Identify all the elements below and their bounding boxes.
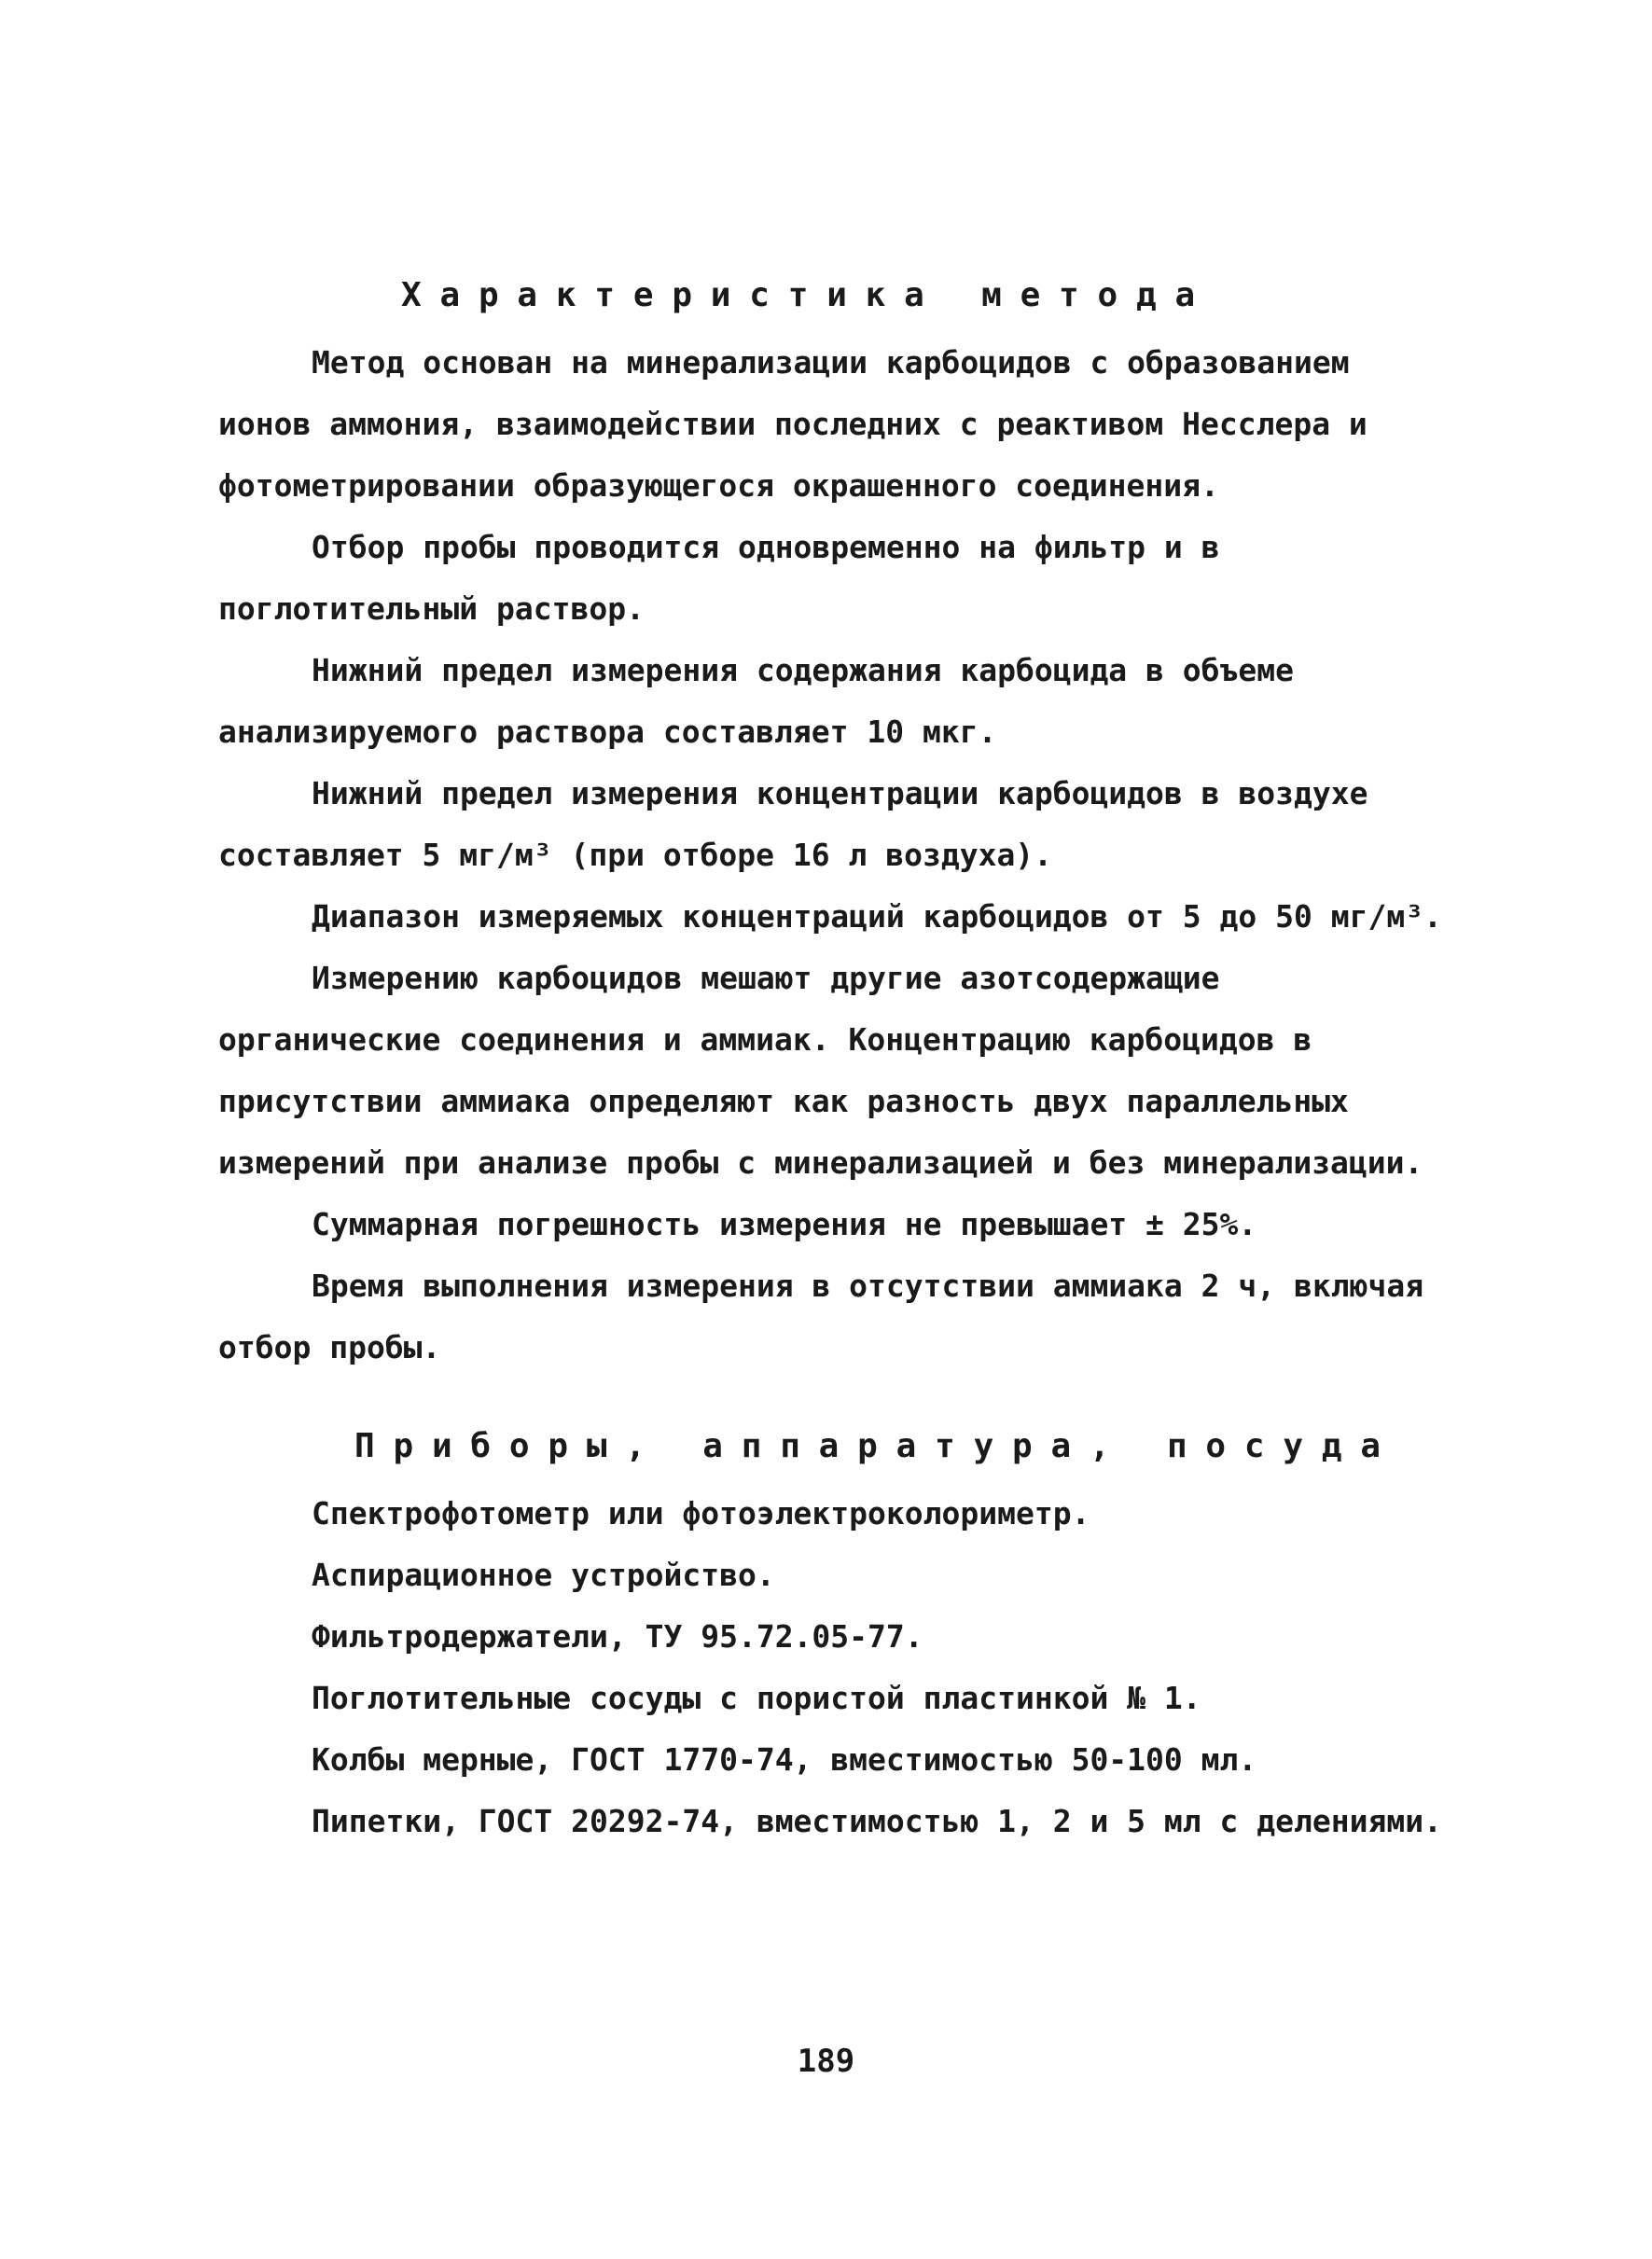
section-heading-method: Характеристика метода xyxy=(401,276,1214,314)
list-item: Колбы мерные, ГОСТ 1770-74, вместимостью 50-100 мл. xyxy=(312,1741,1257,1778)
list-item: Аспирационное устройство. xyxy=(312,1557,775,1593)
paragraph: Нижний предел измерения содержания карбоцида в объеме анализируемого раствора составляет 10 мкг. xyxy=(218,652,1294,750)
paragraph: Суммарная погрешность измерения не превышает ± 25%. xyxy=(312,1206,1257,1242)
list-item: Фильтродержатели, ТУ 95.72.05-77. xyxy=(312,1618,923,1655)
page-number: 189 xyxy=(797,2043,855,2080)
paragraph: Измерению карбоцидов мешают другие азотсодержащие органические соединения и аммиак. Концентрацию карбоцидов в присутствии аммиака определяют как разность двух параллельных измерений при анализе пробы с минерализацией и без минерализации. xyxy=(218,960,1423,1181)
section-heading-equipment: Приборы, аппаратура, посуда xyxy=(354,1427,1399,1465)
list-item: Поглотительные сосуды с пористой пластинкой № 1. xyxy=(312,1680,1201,1716)
paragraph: Отбор пробы проводится одновременно на фильтр и в поглотительный раствор. xyxy=(218,529,1220,627)
paragraph: Метод основан на минерализации карбоцидов с образованием ионов аммония, взаимодействии последних с реактивом Несслера и фотометрировании образующегося окрашенного соединения. xyxy=(218,344,1367,504)
paragraph: Нижний предел измерения концентрации карбоцидов в воздухе составляет 5 мг/м³ (при отборе 16 л воздуха). xyxy=(218,775,1368,873)
list-item: Пипетки, ГОСТ 20292-74, вместимостью 1, 2 и 5 мл с делениями. xyxy=(312,1803,1442,1839)
paragraph: Диапазон измеряемых концентраций карбоцидов от 5 до 50 мг/м³. xyxy=(312,898,1442,935)
method-paragraphs xyxy=(218,332,1459,1379)
list-item: Спектрофотометр или фотоэлектроколориметр. xyxy=(312,1495,1090,1531)
paragraph: Время выполнения измерения в отсутствии аммиака 2 ч, включая отбор пробы. xyxy=(218,1268,1424,1365)
equipment-list xyxy=(218,1483,1459,1852)
